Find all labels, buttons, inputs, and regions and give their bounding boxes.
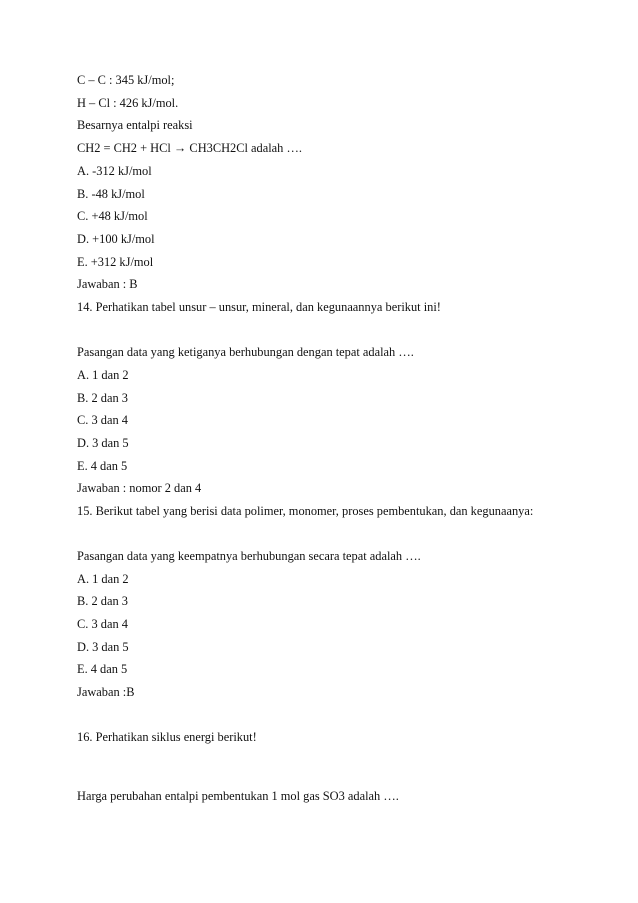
option-e: E. 4 dan 5 [77, 662, 128, 676]
question-14: 14. Perhatikan tabel unsur – unsur, mineral, dan kegunaannya berikut ini! [77, 300, 441, 314]
option-c: C. +48 kJ/mol [77, 209, 148, 223]
option-d: D. 3 dan 5 [77, 640, 129, 654]
question-16-prompt: Harga perubahan entalpi pembentukan 1 mol gas SO3 adalah …. [77, 789, 399, 803]
answer-line: Jawaban :B [77, 685, 135, 699]
option-b: B. -48 kJ/mol [77, 187, 145, 201]
option-b: B. 2 dan 3 [77, 391, 128, 405]
option-d: D. +100 kJ/mol [77, 232, 155, 246]
question-14-prompt: Pasangan data yang ketiganya berhubungan dengan tepat adalah …. [77, 345, 414, 359]
option-e: E. +312 kJ/mol [77, 255, 154, 269]
answer-line: Jawaban : nomor 2 dan 4 [77, 481, 202, 495]
option-c: C. 3 dan 4 [77, 413, 128, 427]
question-15-prompt: Pasangan data yang keempatnya berhubungan secara tepat adalah …. [77, 549, 421, 563]
option-a: A. -312 kJ/mol [77, 164, 152, 178]
option-e: E. 4 dan 5 [77, 459, 128, 473]
text-line: H – Cl : 426 kJ/mol. [77, 96, 179, 110]
question-16: 16. Perhatikan siklus energi berikut! [77, 730, 257, 744]
option-b: B. 2 dan 3 [77, 594, 128, 608]
text-line: CH2 = CH2 + HCl → CH3CH2Cl adalah …. [77, 141, 302, 155]
answer-line: Jawaban : B [77, 277, 138, 291]
option-a: A. 1 dan 2 [77, 572, 129, 586]
text-line: Besarnya entalpi reaksi [77, 118, 193, 132]
option-a: A. 1 dan 2 [77, 368, 129, 382]
option-d: D. 3 dan 5 [77, 436, 129, 450]
text-line: C – C : 345 kJ/mol; [77, 73, 175, 87]
question-15: 15. Berikut tabel yang berisi data polimer, monomer, proses pembentukan, dan kegunaanya: [77, 504, 534, 518]
option-c: C. 3 dan 4 [77, 617, 128, 631]
